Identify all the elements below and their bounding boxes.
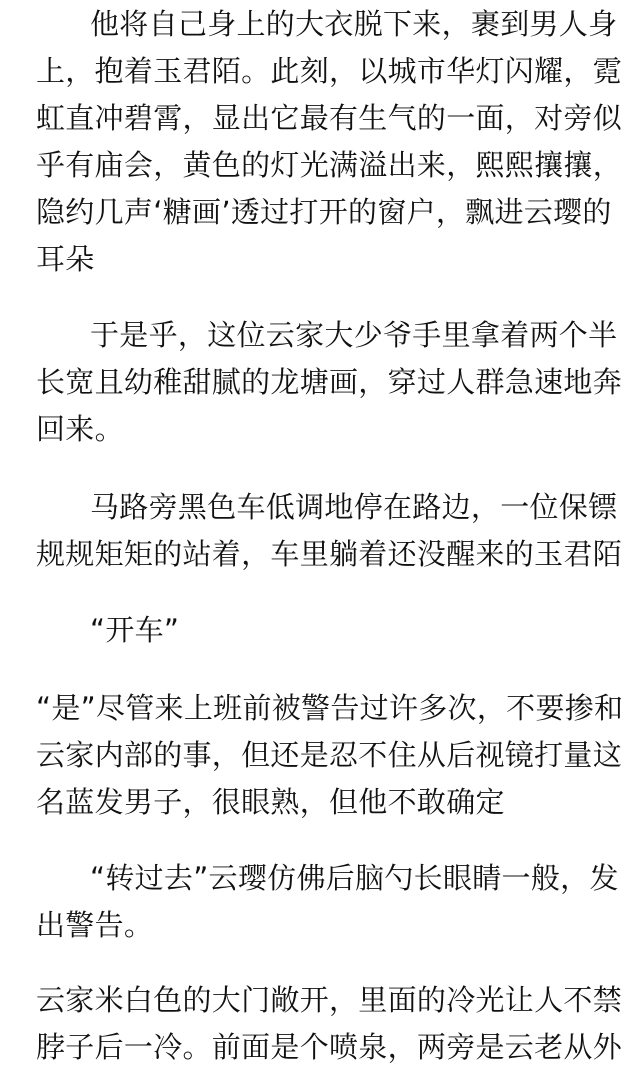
text-line: 回来。	[36, 412, 124, 446]
text-line: 出警告。	[36, 908, 154, 942]
text-line: 规规矩矩的站着，车里躺着还没醒来的玉君陌	[36, 537, 623, 571]
text-line: 上，抱着玉君陌。此刻，以城市华灯闪耀，霓	[36, 54, 623, 88]
text-line: 于是乎，这位云家大少爷手里拿着两个半	[90, 318, 618, 352]
text-line: 云家内部的事，但还是忍不住从后视镜打量这	[36, 738, 623, 772]
text-line: “转过去”云璎仿佛后脑勺长眼睛一般，发	[90, 861, 619, 895]
text-line: 耳朵	[36, 242, 95, 276]
text-line: 虹直冲碧霄，显出它最有生气的一面，对旁似	[36, 101, 623, 135]
text-line: 云家米白色的大门敞开，里面的冷光让人不禁	[36, 983, 623, 1017]
text-line: “开车”	[90, 613, 180, 647]
text-line: “是”尽管来上班前被警告过许多次，不要掺和	[36, 691, 624, 725]
text-line: 长宽且幼稚甜腻的龙塘画，穿过人群急速地奔	[36, 365, 623, 399]
text-line: 名蓝发男子，很眼熟，但他不敢确定	[36, 785, 505, 819]
text-line: 马路旁黑色车低调地停在路边，一位保镖	[90, 490, 618, 524]
text-line: 乎有庙会，黄色的灯光满溢出来，熙熙攘攘，	[36, 148, 623, 182]
text-line: 他将自己身上的大衣脱下来，裹到男人身	[90, 7, 618, 41]
text-line: 隐约几声‘糖画’透过打开的窗户，飘进云璎的	[36, 195, 612, 229]
text-line: 脖子后一冷。前面是个喷泉，两旁是云老从外	[36, 1030, 623, 1064]
